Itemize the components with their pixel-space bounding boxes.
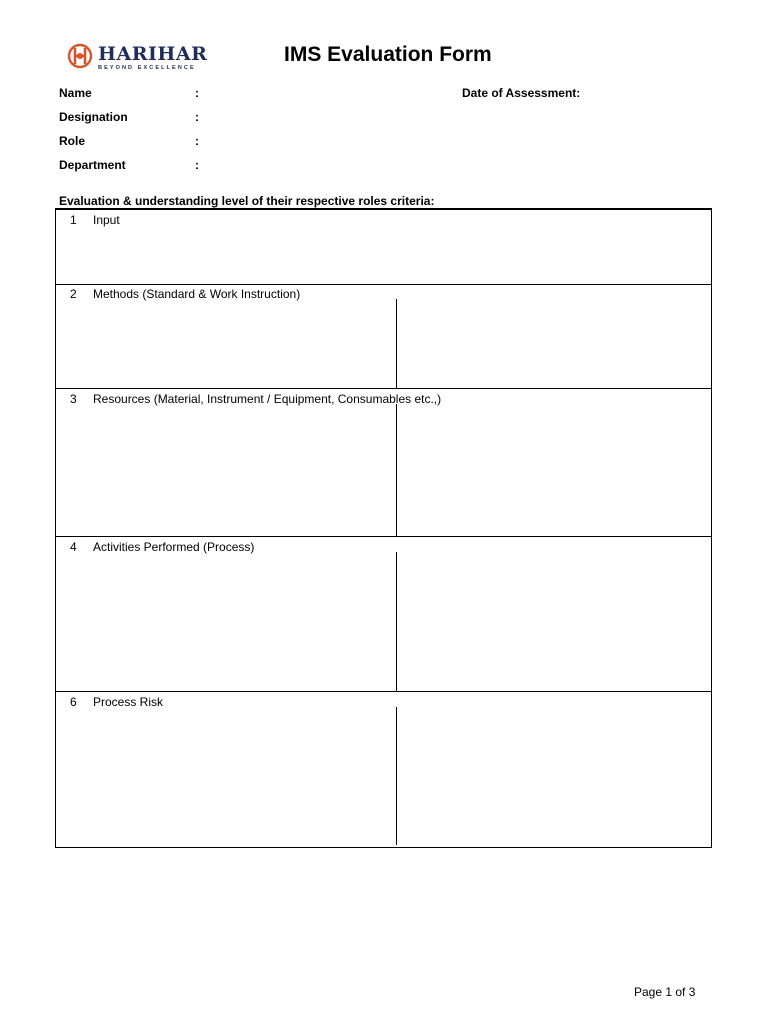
section-label: Resources (Material, Instrument / Equipment, Consumables etc.,) — [93, 392, 442, 406]
role-colon: : — [195, 134, 199, 148]
section-input — [56, 210, 711, 285]
department-colon: : — [195, 158, 199, 172]
criteria-heading: Evaluation & understanding level of their respective roles criteria: — [59, 194, 435, 208]
section-number: 6 — [70, 695, 77, 709]
column-divider — [396, 299, 397, 388]
section-number: 4 — [70, 540, 77, 554]
page-number: Page 1 of 3 — [634, 985, 696, 999]
section-methods — [56, 284, 711, 389]
section-label: Activities Performed (Process) — [93, 540, 255, 554]
designation-colon: : — [195, 110, 199, 124]
section-label: Process Risk — [93, 695, 164, 709]
company-logo — [66, 40, 208, 74]
section-resources — [56, 389, 711, 537]
name-colon: : — [195, 86, 199, 100]
department-label: Department — [59, 158, 126, 172]
section-number: 2 — [70, 287, 77, 301]
name-label: Name — [59, 86, 92, 100]
column-divider — [396, 707, 397, 845]
section-label: Input — [93, 213, 120, 227]
date-of-assessment-label: Date of Assessment: — [462, 86, 581, 100]
form-title: IMS Evaluation Form — [284, 43, 492, 66]
section-number: 1 — [70, 213, 77, 227]
column-divider — [396, 552, 397, 691]
logo-wordmark: HARIHAR — [98, 43, 208, 65]
section-number: 3 — [70, 392, 77, 406]
logo-tagline: BEYOND EXCELLENCE — [98, 65, 196, 71]
role-label: Role — [59, 134, 86, 148]
section-activities — [56, 537, 711, 692]
section-label: Methods (Standard & Work Instruction) — [93, 287, 301, 301]
section-process-risk — [56, 692, 711, 845]
harihar-emblem-icon — [66, 42, 94, 70]
evaluation-table — [55, 208, 712, 848]
column-divider — [396, 404, 397, 536]
designation-label: Designation — [59, 110, 128, 124]
